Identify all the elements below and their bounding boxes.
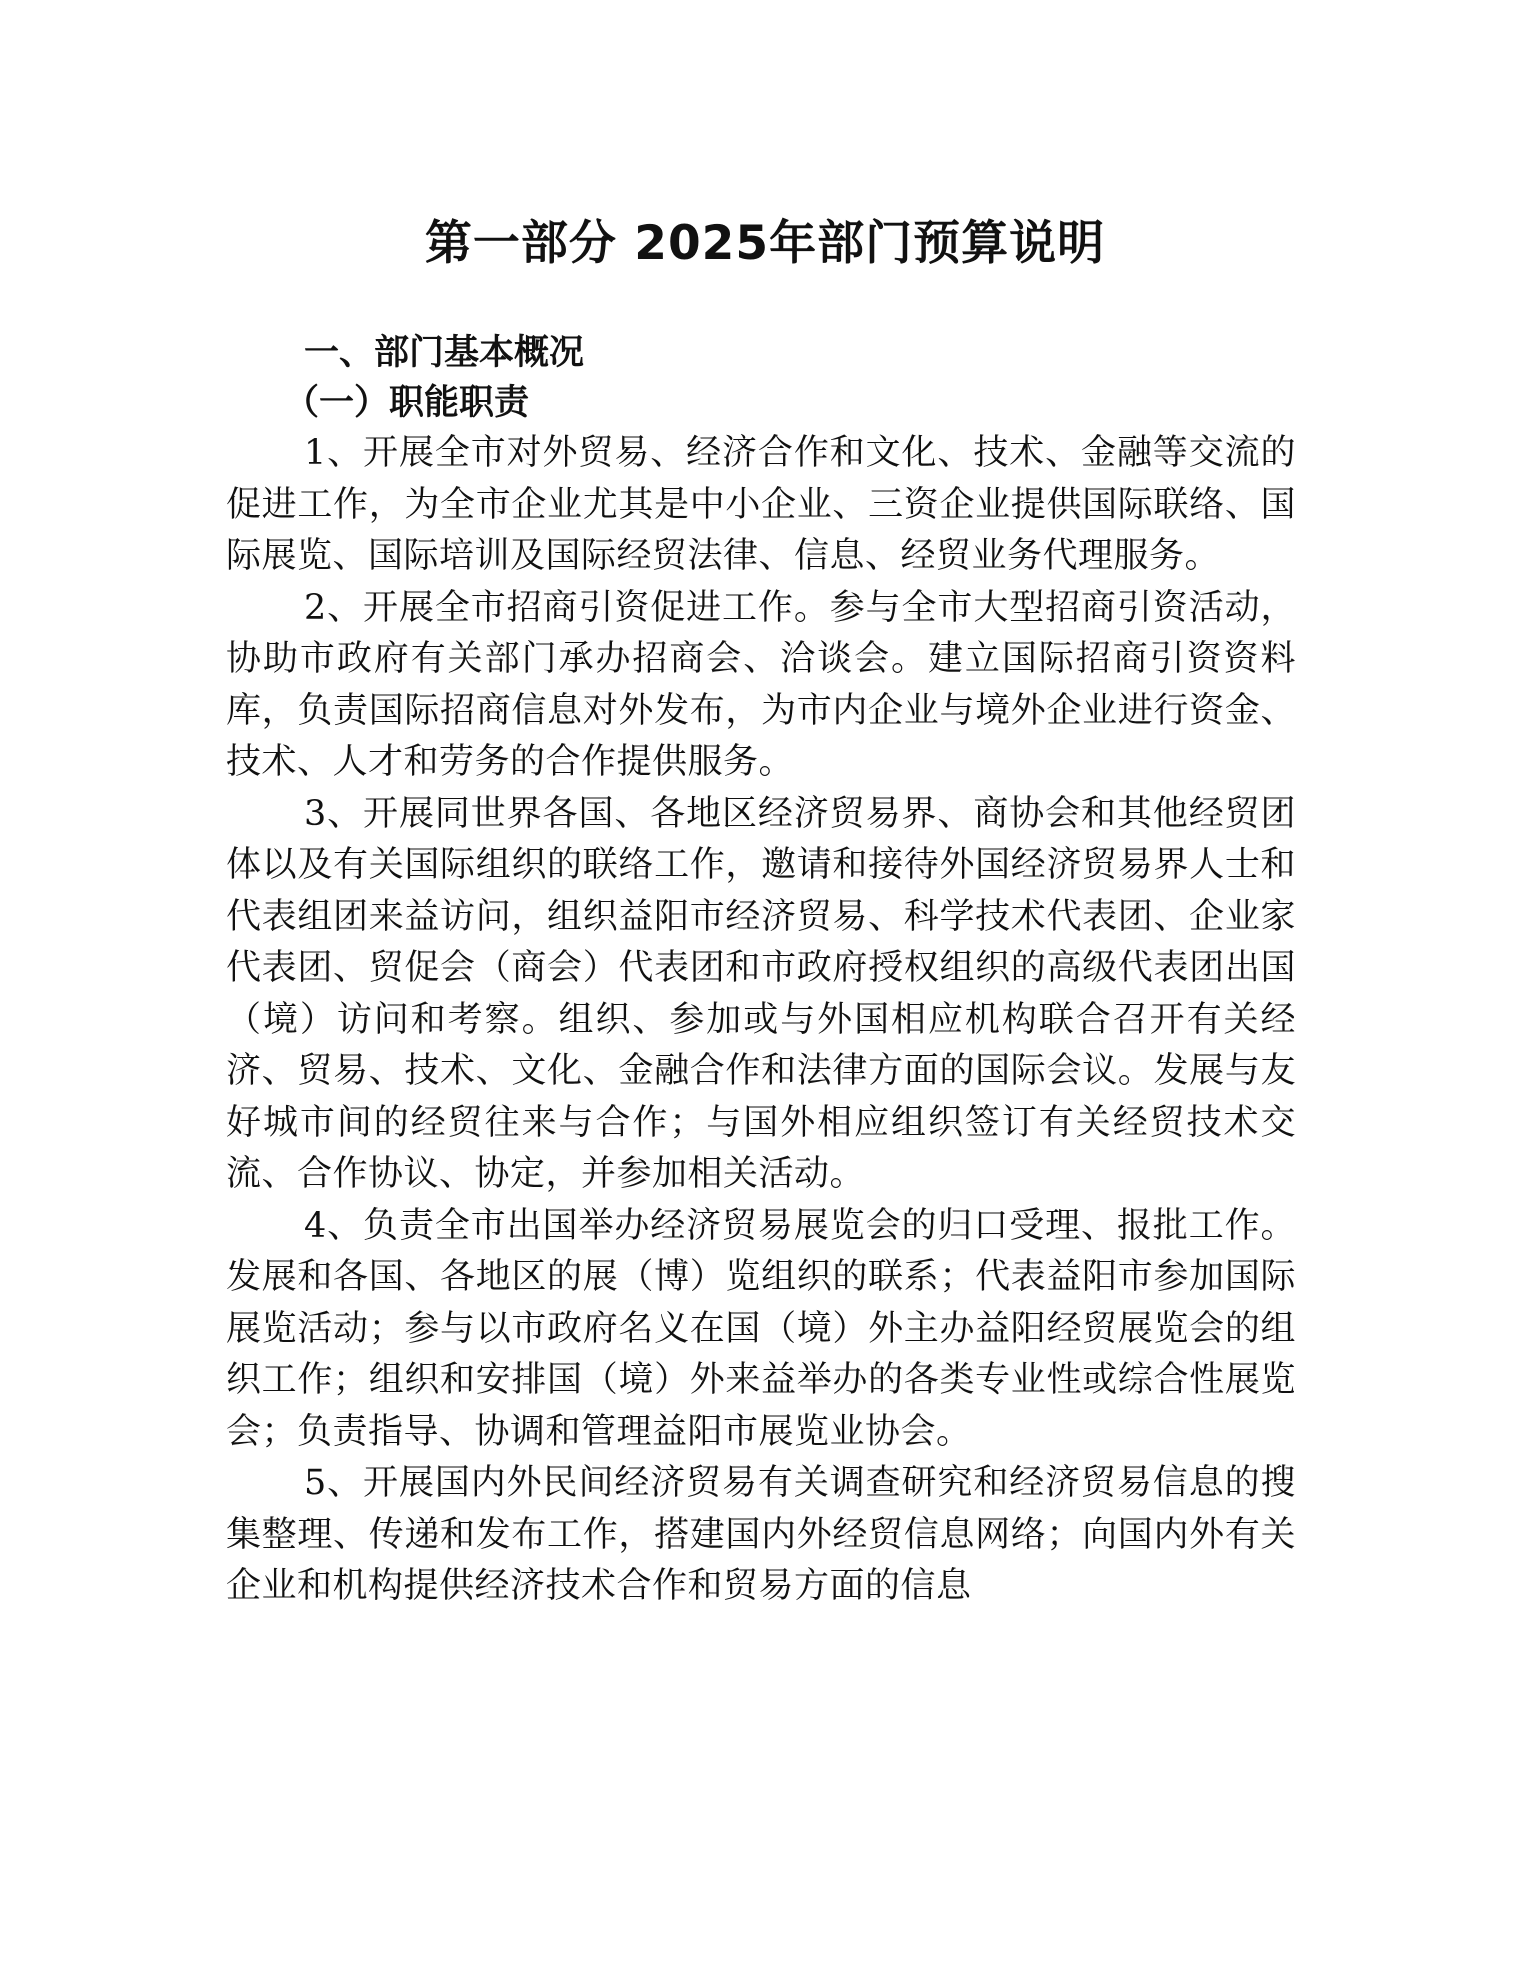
paragraph-1: 1、开展全市对外贸易、经济合作和文化、技术、金融等交流的促进工作，为全市企业尤其是中小企业、三资企业提供国际联络、国际展览、国际培训及国际经贸法律、信息、经贸业务代理服务。 — [226, 433, 1296, 576]
subsection-heading: （一）职能职责 — [284, 383, 530, 423]
section-heading: 一、部门基本概况 — [304, 333, 585, 373]
paragraph-2: 2、开展全市招商引资促进工作。参与全市大型招商引资活动，协助市政府有关部门承办招商会、洽谈会。建立国际招商引资资料库，负责国际招商信息对外发布，为市内企业与境外企业进行资金、技术、人才和劳务的合作提供服务。 — [226, 587, 1296, 782]
paragraph-3: 3、开展同世界各国、各地区经济贸易界、商协会和其他经贸团体以及有关国际组织的联络工作，邀请和接待外国经济贸易界人士和代表组团来益访问，组织益阳市经济贸易、科学技术代表团、企业家代表团、贸促会（商会）代表团和市政府授权组织的高级代表团出国（境）访问和考察。组织、参加或与外国相应机构联合召开有关经济、贸易、技术、文化、金融合作和法律方面的国际会议。发展与友好城市间的经贸往来与合作；与国外相应组织签订有关经贸技术交流、合作协议、协定，并参加相关活动。 — [226, 793, 1296, 1194]
paragraph-4: 4、负责全市出国举办经济贸易展览会的归口受理、报批工作。发展和各国、各地区的展（博）览组织的联系；代表益阳市参加国际展览活动；参与以市政府名义在国（境）外主办益阳经贸展览会的组织工作；组织和安排国（境）外来益举办的各类专业性或综合性展览会；负责指导、协调和管理益阳市展览业协会。 — [226, 1205, 1296, 1452]
document-title: 第一部分 2025年部门预算说明 — [424, 216, 1106, 271]
document-body — [226, 328, 1296, 1613]
paragraph-5: 5、开展国内外民间经济贸易有关调查研究和经济贸易信息的搜集整理、传递和发布工作，搭建国内外经贸信息网络；向国内外有关企业和机构提供经济技术合作和贸易方面的信息 — [226, 1463, 1296, 1606]
